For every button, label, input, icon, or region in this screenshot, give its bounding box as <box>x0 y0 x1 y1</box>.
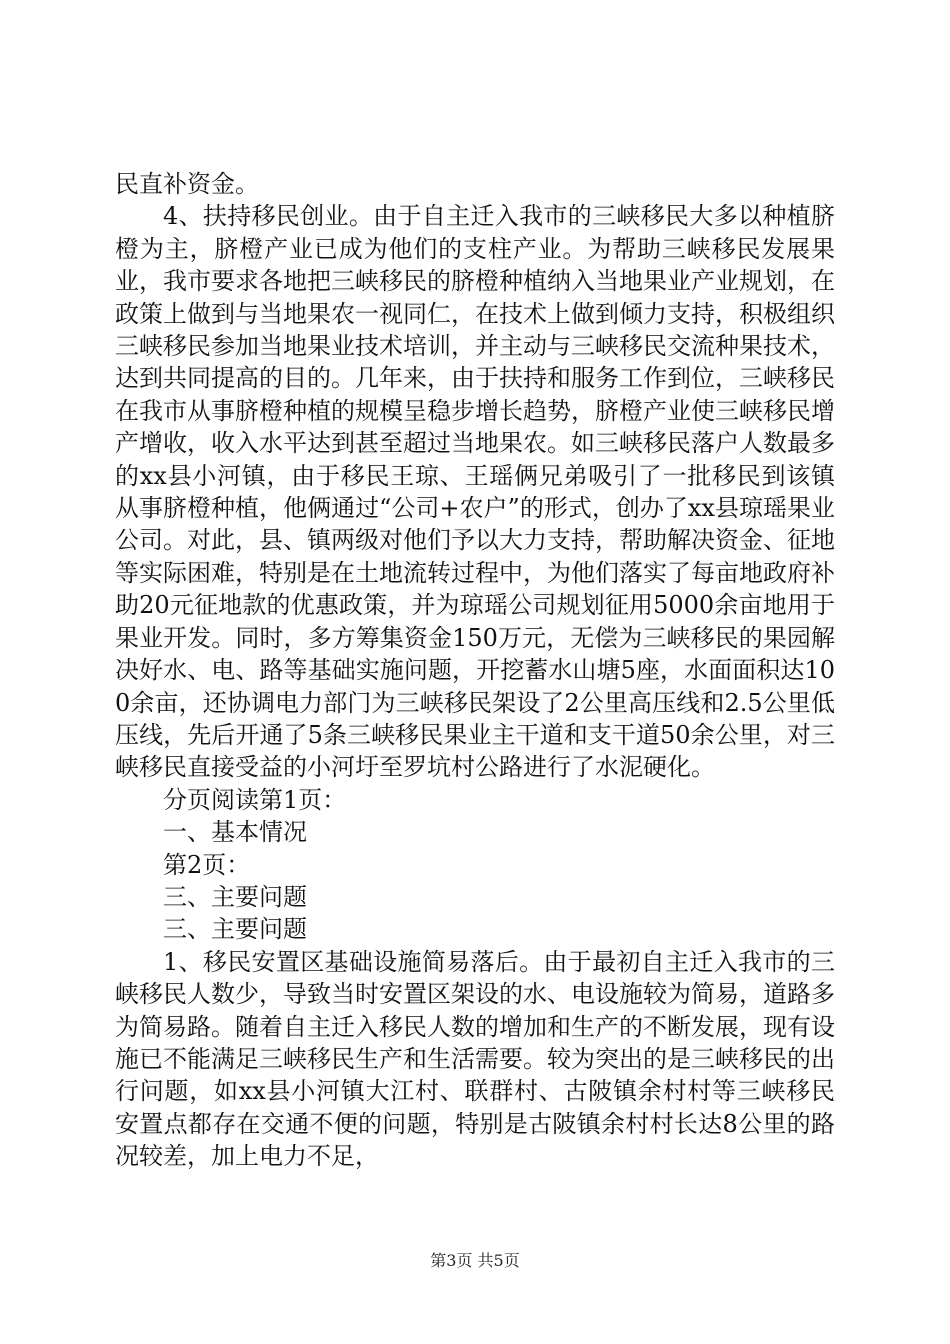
page-footer: 第3页 共5页 <box>430 1251 520 1270</box>
paragraph-4: 一、基本情况 <box>163 818 307 847</box>
paragraph-7: 三、主要问题 <box>163 915 307 944</box>
paragraph-5: 第2页： <box>163 850 251 879</box>
paragraph-1: 民直补资金。 <box>115 170 259 198</box>
document-body <box>115 168 835 1173</box>
paragraph-3: 分页阅读第1页： <box>163 785 347 814</box>
paragraph-8: 1、移民安置区基础设施简易落后。由于最初自主迁入我市的三峡移民人数少，导致当时安置区架设的水、电设施较为简易，道路多为简易路。随着自主迁入移民人数的增加和生产的不断发展，现有设施已不能满足三峡移民生产和生活需要。较为突出的是三峡移民的出行问题，如xx县小河镇大江村、联群村、古陂镇余村村等三峡移民安置点都存在交通不便的问题，特别是古陂镇余村村长达8公里的路况较差，加上电力不足， <box>115 947 835 1171</box>
paragraph-6: 三、主要问题 <box>163 882 307 911</box>
paragraph-2: 4、扶持移民创业。由于自主迁入我市的三峡移民大多以种植脐橙为主，脐橙产业已成为他们的支柱产业。为帮助三峡移民发展果业，我市要求各地把三峡移民的脐橙种植纳入当地果业产业规划，在政策上做到与当地果农一视同仁，在技术上做到倾力支持，积极组织三峡移民参加当地果业技术培训，并主动与三峡移民交流种果技术，达到共同提高的目的。几年来，由于扶持和服务工作到位，三峡移民在我市从事脐橙种植的规模呈稳步增长趋势，脐橙产业使三峡移民增产增收，收入水平达到甚至超过当地果农。如三峡移民落户人数最多的xx县小河镇，由于移民王琼、王瑶俩兄弟吸引了一批移民到该镇从事脐橙种植，他俩通过“公司+农户”的形式，创办了xx县琼瑶果业公司。对此，县、镇两级对他们予以大力支持，帮助解决资金、征地等实际困难，特别是在土地流转过程中，为他们落实了每亩地政府补助20元征地款的优惠政策，并为琼瑶公司规划征用5000余亩地用于果业开发。同时，多方筹集资金150万元，无偿为三峡移民的果园解决好水、电、路等基础实施问题，开挖蓄水山塘5座，水面面积达100余亩，还协调电力部门为三峡移民架设了2公里高压线和2.5公里低压线，先后开通了5条三峡移民果业主干道和支干道50余公里，对三峡移民直接受益的小河圩至罗坑村公路进行了水泥硬化。 <box>115 202 835 782</box>
